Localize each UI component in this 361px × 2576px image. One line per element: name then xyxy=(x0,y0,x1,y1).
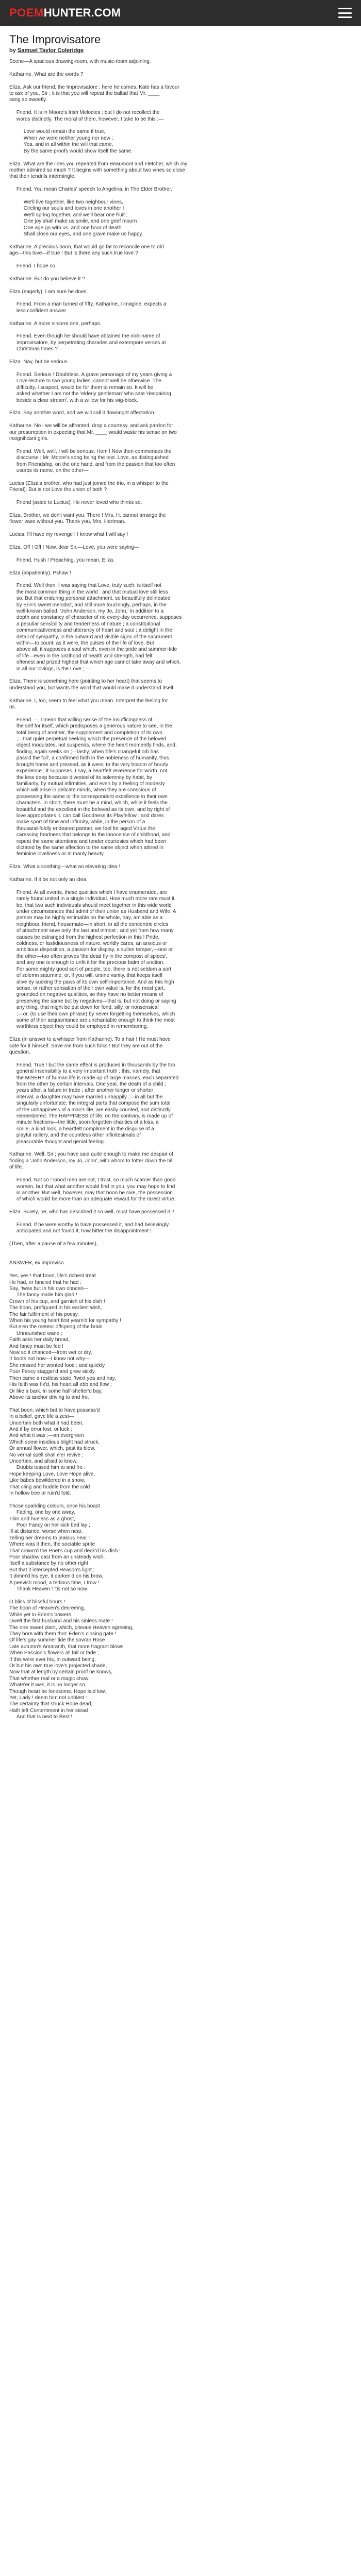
logo-text-primary: POEM xyxy=(9,6,44,19)
menu-line xyxy=(338,8,352,9)
poem-title: The Improvisatore xyxy=(9,33,101,46)
site-logo[interactable] xyxy=(9,6,121,20)
author-prefix: by xyxy=(9,47,16,54)
top-navigation-bar xyxy=(0,0,361,26)
menu-line xyxy=(338,16,352,18)
main-content xyxy=(0,26,361,1721)
hamburger-menu-icon[interactable] xyxy=(338,8,352,18)
poem-byline xyxy=(9,47,352,54)
poem-body: Scene—A spacious drawing-room, with music-room adjoining. Katharine. What are the words ? Eliza. Ask our friend, the Improvisatore ; here he comes. Kate has a favour to ask of you, Sir ; it is that you will repeat the ballad that Mr. ____ sang so sweetly. Friend. It is in Moore's Irish Melodies ; but I do not recollect the words distinctly. The moral of them, however, I take to be this :— Love would remain the same if true, When we were neither young nor new ; Yea, and in all within the will that came, By the same proofs would show itself the same. Eliza. What are the lines you repeated from Beaumont and Fletcher, which my mother admired so much ? It begins with something about two vines so close that their tendrils intermingle. Friend. You mean Charles' speech to Angelina, in The Elder Brother. We'll live together, like two neighbour vines, Circling our souls and loves in one another ! We'll spring together, and we'll bear one fruit ; One joy shall make us smile, and one grief mourn ; One age go with us, and one hour of death Shall close our eyes, and one grave make us happy. Katharine. A precious boon, that would go far to reconcile one to old age—this love—if true ! But is there any such true love ? Friend. I hope so. Katharine. But do you believe it ? Eliza (eagerly). I am sure he does. Friend. From a man turned of fifty, Katharine, I imagine, expects a less confident answer. Katharine. A more sincere one, perhaps. Friend. Even though he should have obtained the nick-name of Improvisatore, by perpetrating charades and extempore verses at Christmas times ? Eliza. Nay, but be serious. Friend. Serious ! Doubtless. A grave personage of my years giving a Love-lecture to two young ladies, cannot well be otherwise. The difficulty, I suspect, would be for them to remain so. It will be asked whether I am not the 'elderly gentleman' who sate 'despairing beside a clear stream', with a willow for his wig-block. Eliza. Say another word, and we will call it downright affectation. Katharine. No ! we will be affronted, drop a courtesy, and ask pardon for our presumption in expecting that Mr. ____ would waste his sense on two insignificant girls. Friend. Well, well, I will be serious. Hem ! Now then commences the discourse ; Mr. Moore's song being the text. Love, as distinguished from Friendship, on the one hand, and from the passion that too often usurps its name, on the other— Lucius (Eliza's brother, who had just joined the trio, in a whisper to the Friend). But is not Love the union of both ? Friend (aside to Lucius). He never loved who thinks so. Eliza. Brother, we don't want you. There ! Mrs. H. cannot arrange the flower vase without you. Thank you, Mrs. Hartman. Lucius. I'll have my revenge ! I know what I will say ! Eliza. Off ! Off ! Now, dear Sir,—Love, you were saying— Friend. Hush ! Preaching, you mean, Eliza. Eliza (impatiently). Pshaw ! Friend. Well then, I was saying that Love, truly such, is itself not the most common thing in the world : and that mutual love still less so. But that enduring personal attachment, so beautifully delineated by Erin's sweet melodist, and still more touchingly, perhaps, in the well-known ballad, 'John Anderson, my Jo, John,' in addition to a depth and constancy of character of no every-day occurrence, supposes a peculiar sensibility and tenderness of nature ; a constitutional communicativeness and utterancy of heart and soul ; a delight in the detail of sympathy, in the outward and visible signs of the sacrament within—to count, as it were, the pulses of the life of love. But above all, it supposes a soul which, even in the pride and summer-tide of life—even in the lustihood of health and strength, had felt oftenest and prized highest that which age cannot take away and which, in all our lovings, is the Love ; — Eliza. There is something here (pointing to her heart) that seems to understand you, but wants the word that would make it understand itself. Katharine. I, too, seem to feel what you mean. Interpret the feeling for us. Friend. — I mean that willing sense of the insufficingness of the self for itself, which predisposes a generous nature to see, in the total being of another, the supplement and completion of its own ;—that quiet perpetual seeking which the presence of the beloved object modulates, not suspends, where the heart momently finds, and, finding, again seeks on ;—lastly, when 'life's changeful orb has pass'd the full', a confirmed faith in the nobleness of humanity, thus brought home and pressed, as it were, to the very bosom of hourly experience ; it supposes, I say, a heartfelt reverence for worth, not the less deep because divested of its solemnity by habit, by familiarity, by mutual infirmities, and even by a feeling of modesty which will arise in delicate minds, when they are conscious of possessing the same or the correspondent excellence in their own characters. In short, there must be a mind, which, while it feels the beautiful and the excellent in the beloved as its own, and by right of love appropriates it, can call Goodness its Playfellow ; and dares make sport of time and infirmity, while, in the person of a thousand-foldly endeared partner, we feel for aged Virtue the caressing fondness that belongs to the innocence of childhood, and repeat the same attentions and tender courtesies which had been dictated by the same affection to the same object when attired in feminine loveliness or in manly beauty. Eliza. What a soothing—what an elevating idea ! Katharine. If it be not only an idea. Friend. At all events, these qualities which I have enumerated, are rarely found united in a single individual. How much more rare must it be, that two such individuals should meet together in this wide world under circumstances that admit of their union as Husband and Wife. A person may be highly estimable on the whole, nay, amiable as a neighbour, friend, housemate—in short, in all the concentric circles of attachment save only the last and inmost ; and yet from how many causes be estranged from the highest perfection in this ! Pride, coldness, or fastidiousness of nature, worldly cares, an anxious or ambitious disposition, a passion for display, a sullen temper,—one or the other—too often proves 'the dead fly in the compost of spices', and any one is enough to unfit it for the precious balm of unction. For some mighty good sort of people, too, there is not seldom a sort of solemn saturnine, or, if you will, ursine vanity, that keeps itself alive by sucking the paws of its own self-importance. And as this high sense, or rather sensation of their own value is, for the most part, grounded on negative qualities, so they have no better means of preserving the same but by negatives—that is, but not doing or saying any thing, that might be put down for fond, silly, or nonsensical ;—or, (to use their own phrase) by never forgetting themselves, which some of their acquaintance are uncharitable enough to think the most worthless object they could be employed in remembering. Eliza (in answer to a whisper from Katharine). To a hair ! He must have sate for it himself. Save me from such folks ! But they are out of the question. Friend. True ! but the same effect is produced in thousands by the too general insensibility to a very important truth ; this, namely, that the MISERY of human life is made up of large masses, each separated from the other by certain intervals. One year, the death of a child ; years after, a failure in trade ; after another longer or shorter interval, a daughter may have married unhappily ;—in all but the singularly unfortunate, the integral parts that compose the sum total of the unhappiness of a man's life, are easily counted, and distinctly remembered. The HAPPINESS of life, on the contrary, is made up of minute fractions—the little, soon-forgotten charities of a kiss, a smile, a kind look, a heartfelt compliment in the disguise of a playful raillery, and the countless other infinitesimals of pleasurable thought and genial feeling. Katharine. Well, Sir ; you have said quite enough to make me despair of finding a 'John Anderson, my Jo, John', with whom to totter down the hill of life. Friend. Not so ! Good men are not, I trust, so much scarcer than good women, but that what another would find in you, you may hope to find in another. But well, however, may that boon be rare, the possession of which would be more than an adequate reward for the rarest virtue. Eliza. Surely, he, who has described it so well, must have possessed it ? Friend. If he were worthy to have possessed it, and had believingly anticipated and not found it, how bitter the disappointment ! (Then, after a pause of a few minutes), ANSWER, ex improviso Yes, yes ! that boon, life's richest treat He had, or fancied that he had ; Say, 'twas but in his own conceit— The fancy made him glad ! Crown of his cup, and garnish of his dish ! The boon, prefigured in his earliest wish, The fair fulfilment of his poesy, When his young heart first yearn'd for sympathy ! But e'en the meteor offspring of the brain Unnourished wane ; Faith asks her daily bread, And fancy must be fed ! Now so it chanced—from wet or dry, It boots not how—I know not why— She missed her wonted food ; and quickly Poor Fancy stagger'd and grew sickly. Then came a restless state, 'twixt yea and nay, His faith was fix'd, his heart all ebb and flow ; Or like a bark, in some half-shelter'd bay, Above its anchor driving to and fro. That boon, which but to have possess'd In a belief, gave life a zest— Uncertain both what it had been, And if by error lost, or luck ; And what it was ;—an evergreen Which some insidious blight had struck, Or annual flower, which, past its blow, No vernal spell shall e'er revive ; Uncertain, and afraid to know, Doubts tossed him to and fro : Hope keeping Love, Love Hope alive, Like babes bewildered in a snow, That cling and huddle from the cold In hollow tree or ruin'd fold. Those sparkling colours, once his boast Fading, one by one away, Thin and hueless as a ghost, Poor Fancy on her sick bed lay ; Ill at distance, worse when near, Telling her dreams to jealous Fear ! Where was it then, the sociable sprite That crown'd the Poet's cup and deck'd his dish ! Poor shadow cast from an unsteady wish, Itself a substance by no other right But that it intercepted Reason's light ; It dimm'd his eye, it darken'd on his brow, A peevish mood, a tedious time, I trow ! Thank Heaven ! 'tis not so now. O bliss of blissful hours ! The boon of Heaven's decreeing, While yet in Eden's bowers Dwelt the first husband and his sinless mate ! The one sweet plant, which, piteous Heaven agreeing, They bore with them thro' Eden's closing gate ! Of life's gay summer tide the sovran Rose ! Late autumn's Amaranth, that more fragrant blows When Passion's flowers all fall or fade ; If this were ever his, in outward being, Or but his own true love's projected shade, Now that at length by certain proof he knows, That whether real or a magic show, Whate'er it was, it is no longer so ; Though heart be lonesome, Hope laid low, Yet, Lady ! deem him not unblest : The certainty that struck Hope dead, Hath left Contentment in her stead : And that is next to Best ! xyxy=(9,59,188,1720)
author-link[interactable]: Samuel Taylor Coleridge xyxy=(17,47,84,54)
menu-line xyxy=(338,12,352,14)
logo-text-secondary: HUNTER.COM xyxy=(43,6,121,19)
